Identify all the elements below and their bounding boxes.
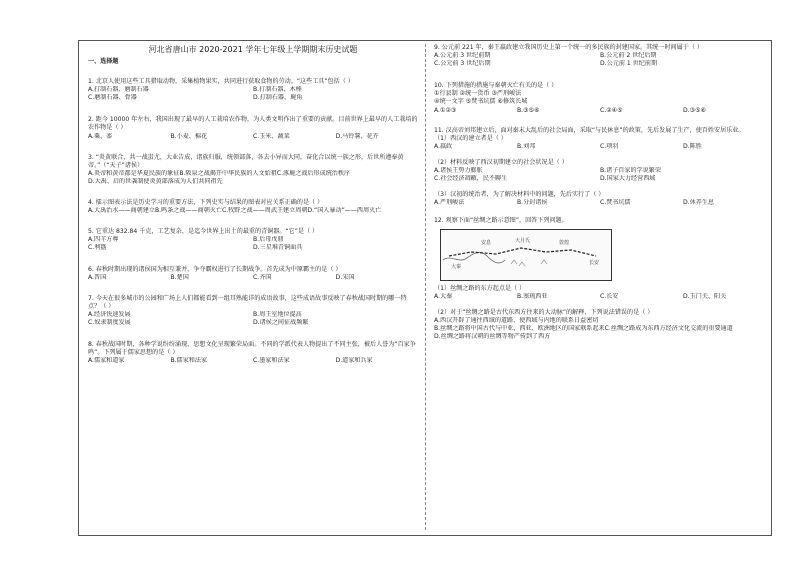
option-group [434, 107, 766, 115]
mountain-symbols [511, 260, 547, 266]
answer-option[interactable]: C.丝绸之路成为东西方经济文化交流的重要通道 [604, 324, 733, 332]
answer-option[interactable]: D.马铃薯、花卉 [335, 132, 379, 140]
right-column [434, 44, 766, 351]
answer-option[interactable]: C.牧野之战——周武王建立周朝 [222, 207, 308, 215]
question-block [88, 78, 418, 102]
question-stem: 5. 它重达 832.84 千克，工艺复杂，是迄今世界上出土的最重的青铜器。“它”是（ ） [88, 228, 319, 236]
option-group [88, 236, 418, 252]
answer-option[interactable]: D.③⑤⑥ [683, 106, 707, 114]
question-stem: 2. 距今 10000 年左右，我国出现了最早的人工栽培农作物，为人类文明作出了重要的贡献。目前世界上最早的人工栽培的农作物是（ ） [88, 116, 418, 132]
question-block [88, 228, 418, 252]
left-questions [88, 78, 418, 365]
answer-option[interactable]: A.嬴政 [434, 142, 453, 150]
answer-option[interactable]: A.公元前 3 世纪前期 [434, 52, 491, 60]
question-block [88, 266, 418, 282]
answer-option[interactable]: A.儒家和道家 [88, 357, 125, 365]
answer-option[interactable]: B.③⑤⑥ [517, 106, 540, 114]
question-block [434, 159, 766, 183]
question-stem: 6. 春秋时期出现的诸侯国为相互兼并，争夺霸权进行了长期战争。首先成为中原霸主的是（ ） [88, 265, 342, 273]
answer-option[interactable]: D.三星堆青铜面具 [253, 244, 303, 252]
answer-option[interactable]: D.道家和兵家 [335, 357, 373, 365]
option-group [434, 317, 766, 341]
section-heading: 一、选择题 [88, 58, 119, 65]
answer-option[interactable]: D.“国人暴动”——西周灭亡 [307, 207, 382, 215]
answer-option[interactable]: B.楚国 [170, 273, 189, 281]
question-stem: 9. 公元前 221 年，秦王嬴政建立我国历史上第一个统一的多民族的封建国家。其统一时间属于（ ） [434, 44, 703, 51]
answer-option[interactable]: C.玉米、蔬菜 [253, 132, 290, 140]
answer-option[interactable]: A.严刑峻法 [434, 199, 465, 207]
question-stem: ①行县制 ②统一货币 ③严刑峻法 [434, 90, 522, 98]
answer-option[interactable]: B.诸子百家的学说繁荣 [600, 167, 661, 175]
question-stem: 7. 今天在很多城市的公园和广场上人们都能看到一组耳熟能详的成语故事，这些成语故事反映了春秋战国时期的哪一特点？（ ） [88, 294, 407, 310]
option-group [434, 143, 766, 151]
question-stem: 10. 下列措施的措施与秦朝灭亡有关的是（ ） [434, 82, 558, 90]
answer-option[interactable]: D.丝绸之路将汉朝的丝绸等物产传到了西方 [434, 332, 551, 340]
answer-option[interactable]: A.炎帝和黄帝都是华夏民族的象征 [88, 169, 180, 177]
answer-option[interactable]: A.大禹治水——商朝建立 [88, 207, 155, 215]
answer-option[interactable]: D.诸侯之间征战频繁 [253, 318, 309, 326]
answer-option[interactable]: A.西汉开辟了通往西域的道路，使西域与内地的联系日益密切 [434, 316, 599, 324]
answer-option[interactable]: C.齐国 [253, 273, 272, 281]
answer-option[interactable]: B.刘邦 [517, 142, 536, 150]
answer-option[interactable]: A.经济快速发展 [88, 310, 131, 318]
answer-option[interactable]: B.公元前 2 世纪后期 [600, 52, 657, 60]
answer-option[interactable]: C.项羽 [600, 142, 619, 150]
question-block [434, 44, 766, 68]
answer-option[interactable]: B.后母戊鼎 [253, 236, 284, 244]
answer-option[interactable]: C.墨家和法家 [253, 357, 290, 365]
option-group [434, 199, 766, 207]
option-group [88, 133, 418, 141]
question-block [88, 116, 418, 140]
option-group [434, 52, 766, 68]
answer-option[interactable]: C.社会经济凋敝，民不聊生 [434, 175, 508, 183]
answer-option[interactable]: A.①②③ [434, 106, 457, 114]
question-block [434, 309, 766, 341]
question-stem: （1）丝绸之路的东方起点是（ ） [434, 284, 526, 292]
question-block [434, 82, 766, 114]
answer-option[interactable]: D.休养生息 [683, 199, 715, 207]
question-block [434, 217, 766, 280]
left-column [88, 44, 418, 375]
question-stem: 12. 观察下面“丝绸之路示意图”，回答下列问题。 [434, 217, 568, 225]
answer-option[interactable]: B.周王室地位提高 [253, 310, 302, 318]
option-group [434, 293, 766, 301]
question-block [88, 154, 418, 186]
answer-option[interactable]: B.阪泉之战揭开中华民族的人文始祖 [179, 169, 277, 177]
question-block [88, 199, 418, 215]
map-label: 长安 [589, 259, 600, 266]
option-group [88, 311, 418, 327]
silk-road-map [440, 229, 612, 281]
question-stem: 3. “炎黄联合，共一战蚩尤，大业告成，诸族归服，统领部落，各去小异而大同，奋化合以统一族之形，后世所遵奉黄帝。”（“天子”诸侯） [88, 153, 404, 169]
exam-title: 河北省唐山市 2020-2021 学年七年级上学期期末历史试题 [148, 45, 358, 54]
option-group [88, 274, 418, 282]
option-group [434, 167, 766, 183]
question-stem: ④统一文字 ⑤焚书坑儒 ⑥修筑长城 [434, 98, 528, 106]
answer-option[interactable]: B.鸣条之战——商朝灭亡 [154, 207, 222, 215]
map-label: 安息 [481, 239, 492, 246]
question-block [88, 295, 418, 327]
question-stem: 4. 擂示图表示法是历史学习的重要方法，下列史实与结果的图表对应关系正确的是（ ） [88, 199, 324, 207]
answer-option[interactable]: C.利簋 [88, 244, 107, 252]
answer-option[interactable]: C.涿鹿之战后形成统治秩序 [276, 169, 351, 177]
answer-option[interactable]: C.焚书坑儒 [600, 199, 631, 207]
question-stem: （3）汉初的统治者，为了解决材料中的问题，先后实行了（ ） [434, 191, 605, 199]
answer-option[interactable]: B.分封诸侯 [517, 199, 548, 207]
answer-option[interactable]: D.宋国 [335, 273, 355, 281]
answer-option[interactable]: A.大秦 [434, 292, 453, 300]
question-stem: 1. 北京人使用这些工具猎取动物，采集植物果实，共同进行获取食物的劳动。“这些工具”包括（ ） [88, 78, 354, 86]
answer-option[interactable]: D.玉门关、阳关 [683, 292, 727, 300]
question-stem: （2）材料反映了西汉初期建立的社会状况是（ ） [434, 158, 568, 166]
right-questions [434, 44, 766, 341]
question-block [434, 191, 766, 207]
answer-option[interactable]: C.公元前 3 世纪后期 [434, 60, 491, 68]
answer-option[interactable]: C.长安 [600, 292, 619, 300]
option-group [88, 357, 418, 365]
map-label: 大月氏 [515, 237, 531, 244]
answer-option[interactable]: A.打制石器、磨制石器 [88, 86, 149, 94]
question-block [434, 285, 766, 301]
question-stem: （1）西汉的建立者是（ ） [434, 134, 507, 142]
answer-option[interactable]: B.丝绸之路将中国古代与中亚、西亚、欧洲地区的国家联系起来 [434, 324, 605, 332]
silk-road-map-graphic [441, 230, 611, 280]
column-divider [425, 44, 426, 530]
option-group [88, 86, 418, 102]
answer-option[interactable]: B.小麦、棉花 [170, 132, 208, 140]
answer-option[interactable]: D.国家大力经营西域 [600, 175, 656, 183]
question-block [434, 127, 766, 151]
answer-option[interactable]: A.诸侯王势力膨胀 [434, 167, 483, 175]
answer-option[interactable]: A.晋国 [88, 273, 107, 281]
question-stem: 11. 汉高帝刘邦建立后，面对秦末大乱后的社会局面，采取“与民休息”的政策，先后发展了生产，使百姓安居乐业。 [434, 126, 745, 134]
answer-option[interactable]: C.磨制石器、骨器 [88, 94, 137, 102]
answer-option[interactable]: B.儒家和法家 [170, 357, 208, 365]
map-label: 敦煌 [559, 239, 570, 246]
option-group [88, 207, 418, 215]
answer-option[interactable]: D.打制石器、鹿角 [253, 94, 303, 102]
map-label: 大秦 [451, 263, 462, 270]
answer-option[interactable]: A.四羊方尊 [88, 236, 119, 244]
answer-option[interactable]: D.大禹、启的世袭制使炎黄部落成为人们共同祖先 [88, 177, 223, 185]
answer-option[interactable]: B.打制石器、木棒 [253, 86, 302, 94]
option-group [88, 170, 418, 186]
answer-option[interactable]: D.陈胜 [683, 142, 702, 150]
answer-option[interactable]: B.塞琉西亚 [517, 292, 548, 300]
answer-option[interactable]: C.②④⑤ [600, 106, 623, 114]
question-stem: （2）对于“丝绸之路是古代东西方往来的大动脉”的解释，下列说法错误的是（ ） [434, 308, 654, 316]
answer-option[interactable]: C.奴隶制度发展 [88, 318, 131, 326]
answer-option[interactable]: D.公元前 1 世纪前期 [600, 60, 658, 68]
question-block [88, 341, 418, 365]
question-stem: 8. 春秋战国时期，各种学说纷纷涌现，思想文化呈现繁荣局面。不同的学派代表人物提出了不同主张，被后人誉为“百家争鸣”。下列属于儒家思想的是（ ） [88, 341, 416, 357]
answer-option[interactable]: A.粟、黍 [88, 132, 113, 140]
